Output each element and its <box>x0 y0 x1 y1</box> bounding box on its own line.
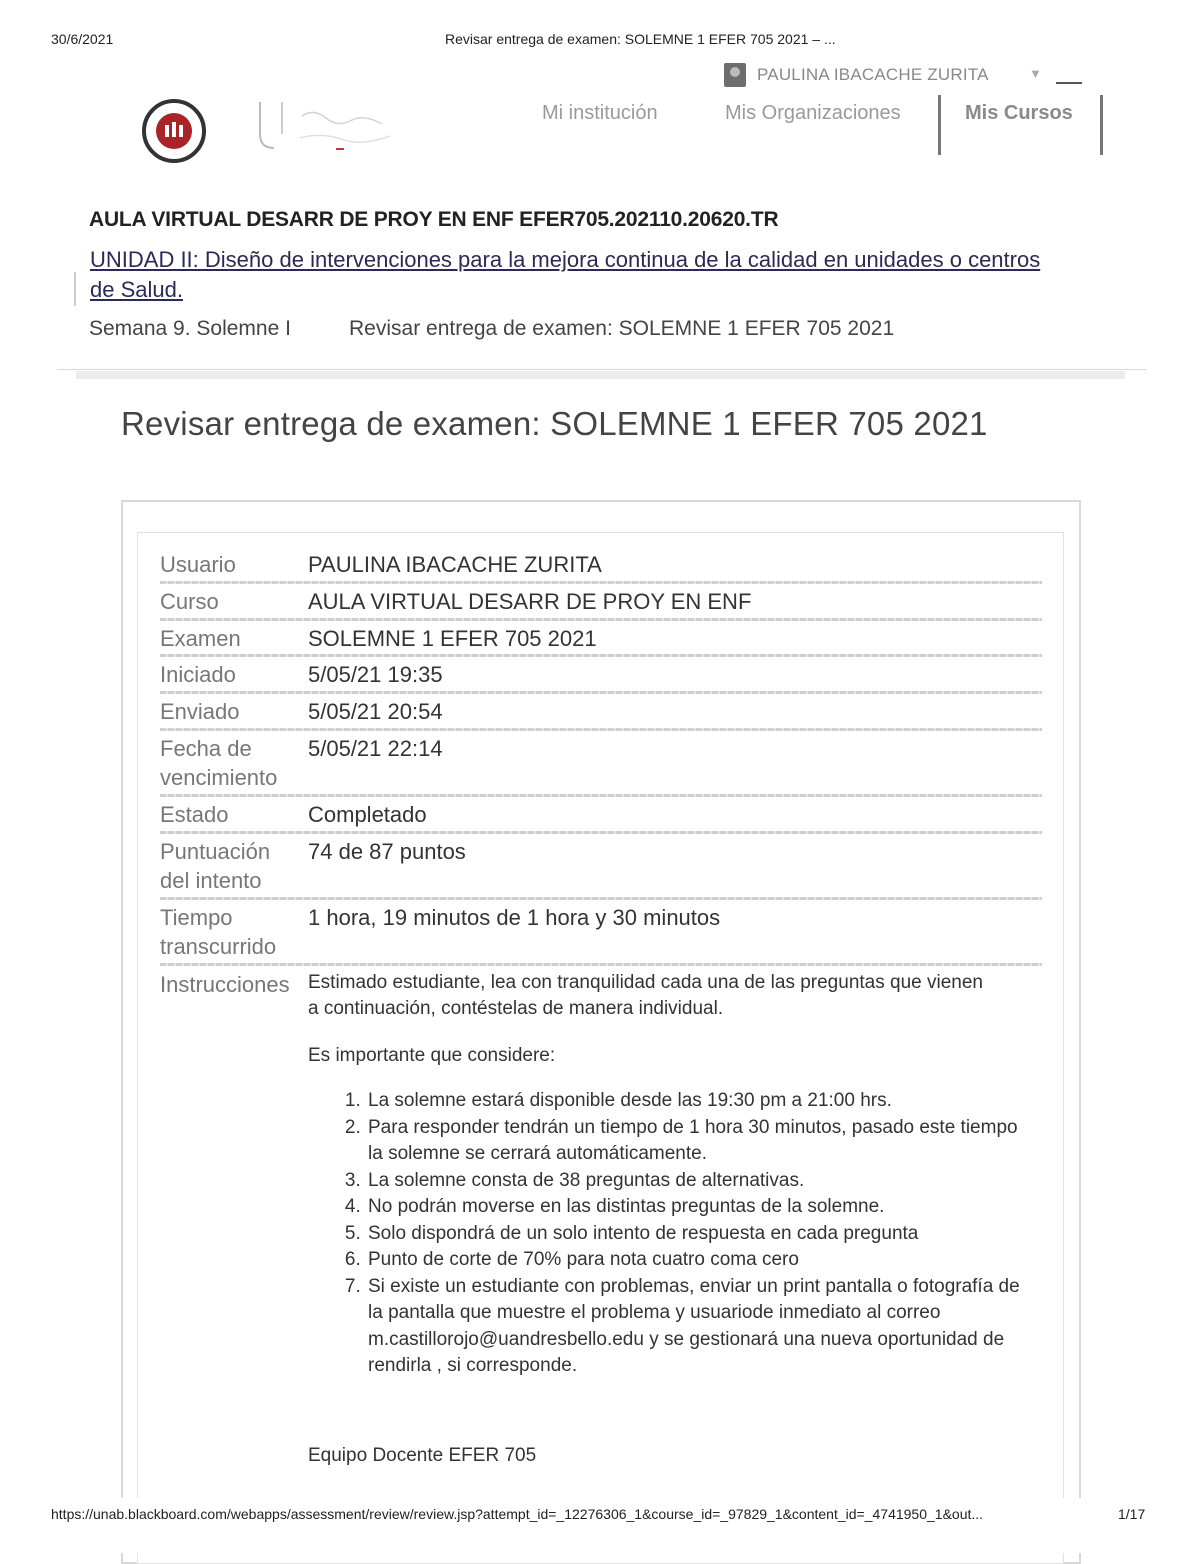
value-estado: Completado <box>308 802 427 827</box>
nav-mis-cursos[interactable]: Mis Cursos <box>965 102 1073 124</box>
unit-link-line-2[interactable]: de Salud. <box>90 277 183 302</box>
instructions-intro-line-1: Estimado estudiante, lea con tranquilidad cada una de las preguntas que vienen <box>308 972 983 993</box>
list-item: 2. Para responder tendrán un tiempo de 1 hora 30 minutos, pasado este tiempo la solemne se cerrará automáticamente. <box>366 1115 1033 1168</box>
value-puntuacion: 74 de 87 puntos <box>308 839 466 864</box>
list-item: 6. Punto de corte de 70% para nota cuatro coma cero <box>366 1247 1033 1274</box>
logo-seal-icon <box>156 113 192 149</box>
value-tiempo: 1 hora, 19 minutos de 1 hora y 30 minutos <box>308 905 721 930</box>
row-divider <box>160 963 1042 966</box>
row-divider <box>160 794 1042 797</box>
instructions-intro-line-2: a continuación, contéstelas de manera individual. <box>308 998 724 1019</box>
breadcrumb-current: Revisar entrega de examen: SOLEMNE 1 EFER 705 2021 <box>349 317 895 340</box>
unit-link-line-1[interactable]: UNIDAD II: Diseño de intervenciones para la mejora continua de la calidad en unidades o centros <box>90 247 1041 272</box>
label-usuario: Usuario <box>160 552 236 577</box>
print-url: https://unab.blackboard.com/webapps/assessment/review/review.jsp?attempt_id=_12276306_1&course_id=_97829_1&content_id=_4741950_1&out... <box>51 1506 984 1522</box>
label-fecha-line-2: vencimiento <box>160 765 278 790</box>
institution-logo[interactable] <box>142 99 206 163</box>
unit-accent-bar <box>74 272 76 306</box>
user-avatar[interactable] <box>724 63 746 87</box>
value-iniciado: 5/05/21 19:35 <box>308 662 443 687</box>
label-estado: Estado <box>160 802 229 827</box>
value-usuario: PAULINA IBACACHE ZURITA <box>308 552 602 577</box>
print-page-number: 1/17 <box>1118 1506 1146 1522</box>
breadcrumb-week[interactable]: Semana 9. Solemne I <box>89 317 291 340</box>
user-menu-chevron-down-icon[interactable]: ▼ <box>1029 66 1042 81</box>
value-fecha-vencimiento: 5/05/21 22:14 <box>308 736 443 761</box>
row-divider <box>160 618 1042 621</box>
label-enviado: Enviado <box>160 699 240 724</box>
row-divider <box>160 831 1042 834</box>
nav-mis-organizaciones[interactable]: Mis Organizaciones <box>725 102 901 124</box>
row-divider <box>160 897 1042 900</box>
nav-separator <box>938 95 941 155</box>
row-divider <box>160 691 1042 694</box>
label-fecha-vencimiento <box>160 734 277 792</box>
row-divider <box>160 728 1042 731</box>
page-title: Revisar entrega de examen: SOLEMNE 1 EFER 705 2021 <box>121 405 988 442</box>
label-examen: Examen <box>160 626 241 651</box>
row-divider <box>160 654 1042 657</box>
university-wordmark-logo <box>252 98 397 154</box>
label-iniciado: Iniciado <box>160 662 236 687</box>
nav-mi-institucion[interactable]: Mi institución <box>542 102 658 124</box>
label-instrucciones: Instrucciones <box>160 972 290 997</box>
value-enviado: 5/05/21 20:54 <box>308 699 443 724</box>
value-examen: SOLEMNE 1 EFER 705 2021 <box>308 626 597 651</box>
nav-separator-right <box>1100 95 1103 155</box>
instructions-list <box>308 1088 1033 1380</box>
instructions-signature: Equipo Docente EFER 705 <box>308 1445 537 1466</box>
course-title[interactable]: AULA VIRTUAL DESARR DE PROY EN ENF EFER705.202110.20620.TR <box>89 208 779 231</box>
label-puntuacion-line-2: del intento <box>160 868 262 893</box>
list-item: 7. Si existe un estudiante con problemas, enviar un print pantalla o fotografía de la pantalla que muestre el problema y usuariode inmediato al correo m.castillorojo@uandresbello.edu y se gestionará una nueva oportunidad de rendirla , si corresponde. <box>366 1274 1033 1380</box>
label-puntuacion-line-1: Puntuación <box>160 839 271 864</box>
menu-underline <box>1056 82 1082 84</box>
label-tiempo-line-1: Tiempo <box>160 905 233 930</box>
label-tiempo <box>160 903 276 961</box>
print-date: 30/6/2021 <box>51 31 114 47</box>
list-item: 4. No podrán moverse en las distintas preguntas de la solemne. <box>366 1194 1033 1221</box>
list-item: 5. Solo dispondrá de un solo intento de respuesta en cada pregunta <box>366 1221 1033 1248</box>
label-tiempo-line-2: transcurrido <box>160 934 277 959</box>
user-name[interactable]: PAULINA IBACACHE ZURITA <box>757 65 989 84</box>
label-puntuacion <box>160 837 270 895</box>
list-item: 3. La solemne consta de 38 preguntas de alternativas. <box>366 1168 1033 1195</box>
print-title: Revisar entrega de examen: SOLEMNE 1 EFER 705 2021 – ... <box>445 31 836 47</box>
instructions-consider: Es importante que considere: <box>308 1045 556 1066</box>
list-item: 1. La solemne estará disponible desde las 19:30 pm a 21:00 hrs. <box>366 1088 1033 1115</box>
label-fecha-line-1: Fecha de <box>160 736 252 761</box>
unit-link[interactable] <box>90 245 1100 305</box>
value-curso: AULA VIRTUAL DESARR DE PROY EN ENF <box>308 589 752 614</box>
header-shadow-bar <box>76 371 1125 379</box>
header-divider <box>57 369 1146 370</box>
label-curso: Curso <box>160 589 219 614</box>
row-divider <box>160 581 1042 584</box>
instructions-body <box>308 970 1033 1380</box>
